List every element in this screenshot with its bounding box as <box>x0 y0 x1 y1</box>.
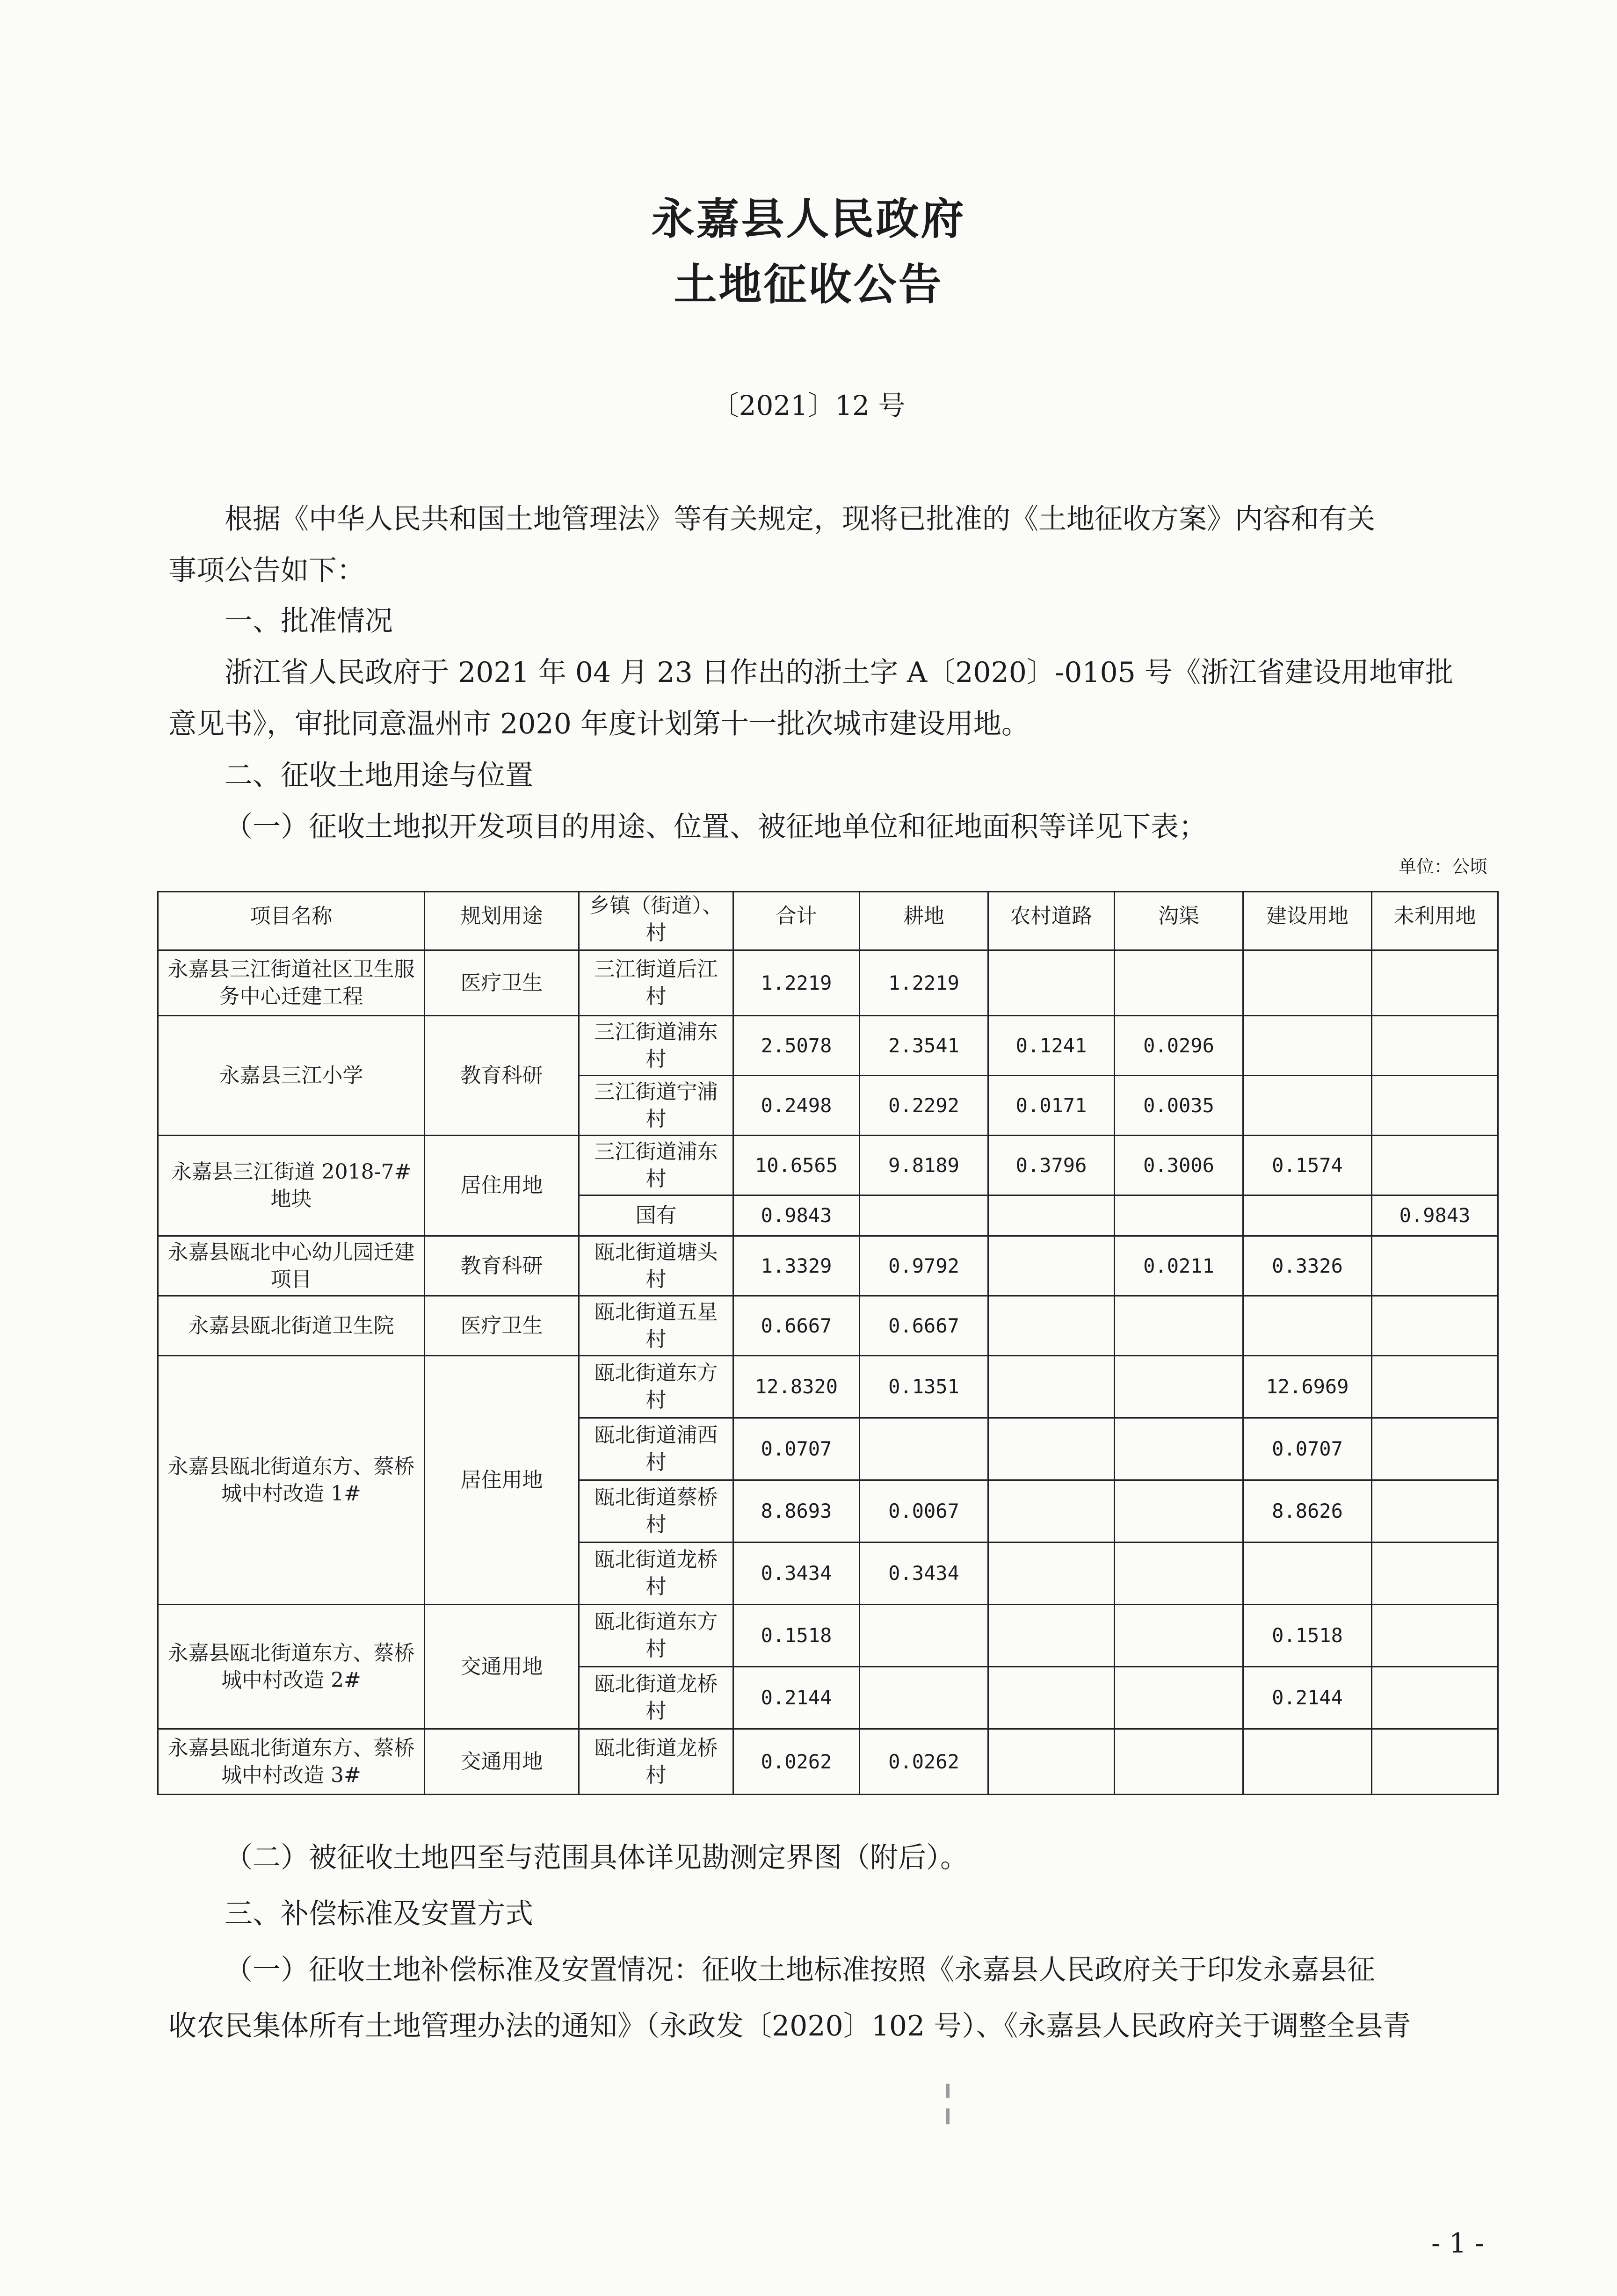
village-cell: 国有 <box>579 1195 733 1236</box>
total-cell: 0.6667 <box>733 1296 860 1356</box>
construction-land-cell: 0.3326 <box>1243 1236 1372 1296</box>
construction-land-cell: 0.0707 <box>1243 1418 1372 1480</box>
section-heading-compensation: 三、补偿标准及安置方式 <box>225 1898 533 1930</box>
ditch-cell <box>1115 1195 1243 1236</box>
unused-land-cell <box>1372 1543 1498 1605</box>
approval-paragraph-line-1: 浙江省人民政府于 2021 年 04 月 23 日作出的浙土字 A〔2020〕-0105 号《浙江省建设用地审批 <box>225 656 1453 689</box>
unused-land-cell <box>1372 1605 1498 1667</box>
farmland-cell: 0.9792 <box>860 1236 988 1296</box>
farmland-cell <box>860 1605 988 1667</box>
table-row <box>158 1356 1498 1418</box>
ditch-cell <box>1115 950 1243 1016</box>
ditch-cell <box>1115 1296 1243 1356</box>
unused-land-cell <box>1372 1236 1498 1296</box>
total-cell: 0.0262 <box>733 1729 860 1795</box>
unused-land-cell <box>1372 1480 1498 1543</box>
rural-road-cell <box>988 1605 1115 1667</box>
unused-land-cell <box>1372 1729 1498 1795</box>
village-cell: 瓯北街道龙桥村 <box>579 1543 733 1605</box>
total-cell: 12.8320 <box>733 1356 860 1418</box>
total-cell: 2.5078 <box>733 1016 860 1076</box>
village-cell: 三江街道浦东村 <box>579 1016 733 1076</box>
village-cell: 瓯北街道蔡桥村 <box>579 1480 733 1543</box>
total-cell: 0.2144 <box>733 1667 860 1729</box>
rural-road-cell <box>988 1667 1115 1729</box>
header-cell: 农村道路 <box>988 892 1115 950</box>
ditch-cell: 0.0211 <box>1115 1236 1243 1296</box>
village-cell: 瓯北街道东方村 <box>579 1605 733 1667</box>
rural-road-cell: 0.0171 <box>988 1076 1115 1136</box>
project-name-cell: 永嘉县瓯北中心幼儿园迁建项目 <box>158 1236 425 1296</box>
project-name-cell: 永嘉县三江街道社区卫生服务中心迁建工程 <box>158 950 425 1016</box>
total-cell: 1.2219 <box>733 950 860 1016</box>
village-cell: 三江街道浦东村 <box>579 1136 733 1195</box>
farmland-cell: 0.1351 <box>860 1356 988 1418</box>
total-cell: 0.2498 <box>733 1076 860 1136</box>
ditch-cell <box>1115 1543 1243 1605</box>
planned-use-cell: 医疗卫生 <box>425 950 579 1016</box>
title-line-1: 永嘉县人民政府 <box>651 194 966 244</box>
farmland-cell: 0.2292 <box>860 1076 988 1136</box>
planned-use-cell: 教育科研 <box>425 1236 579 1296</box>
header-cell: 项目名称 <box>158 892 425 950</box>
rural-road-cell <box>988 1729 1115 1795</box>
rural-road-cell <box>988 950 1115 1016</box>
compensation-paragraph-line-2: 收农民集体所有土地管理办法的通知》（永政发〔2020〕102 号）、《永嘉县人民政府关于调整全县青 <box>168 2010 1411 2042</box>
unused-land-cell <box>1372 1296 1498 1356</box>
farmland-cell: 2.3541 <box>860 1016 988 1076</box>
title-line-2: 土地征收公告 <box>674 259 943 310</box>
project-name-cell: 永嘉县瓯北街道卫生院 <box>158 1296 425 1356</box>
header-cell: 耕地 <box>860 892 988 950</box>
village-cell: 瓯北街道龙桥村 <box>579 1667 733 1729</box>
construction-land-cell: 0.1574 <box>1243 1136 1372 1195</box>
farmland-cell: 0.0067 <box>860 1480 988 1543</box>
village-cell: 三江街道宁浦村 <box>579 1076 733 1136</box>
rural-road-cell: 0.1241 <box>988 1016 1115 1076</box>
planned-use-cell: 教育科研 <box>425 1016 579 1136</box>
ditch-cell: 0.0035 <box>1115 1076 1243 1136</box>
rural-road-cell <box>988 1356 1115 1418</box>
compensation-paragraph-line-1: （一）征收土地补偿标准及安置情况：征收土地标准按照《永嘉县人民政府关于印发永嘉县征 <box>225 1954 1375 1986</box>
total-cell: 8.8693 <box>733 1480 860 1543</box>
village-cell: 瓯北街道塘头村 <box>579 1236 733 1296</box>
farmland-cell: 0.0262 <box>860 1729 988 1795</box>
construction-land-cell <box>1243 1296 1372 1356</box>
rural-road-cell <box>988 1418 1115 1480</box>
planned-use-cell: 居住用地 <box>425 1136 579 1236</box>
construction-land-cell <box>1243 1076 1372 1136</box>
farmland-cell <box>860 1195 988 1236</box>
document-number: 〔2021〕12 号 <box>711 390 906 421</box>
table-row <box>158 1605 1498 1667</box>
project-name-cell: 永嘉县三江小学 <box>158 1016 425 1136</box>
table-row <box>158 1236 1498 1296</box>
total-cell: 10.6565 <box>733 1136 860 1195</box>
table-row <box>158 1136 1498 1195</box>
planned-use-cell: 交通用地 <box>425 1605 579 1729</box>
ditch-cell <box>1115 1605 1243 1667</box>
land-requisition-table <box>157 891 1499 1795</box>
construction-land-cell <box>1243 1016 1372 1076</box>
construction-land-cell <box>1243 1195 1372 1236</box>
unused-land-cell <box>1372 950 1498 1016</box>
project-name-cell: 永嘉县瓯北街道东方、蔡桥城中村改造 2# <box>158 1605 425 1729</box>
village-cell: 瓯北街道龙桥村 <box>579 1729 733 1795</box>
subsection-table-intro: （一）征收土地拟开发项目的用途、位置、被征地单位和征地面积等详见下表； <box>225 811 1207 843</box>
approval-paragraph-line-2: 意见书》，审批同意温州市 2020 年度计划第十一批次城市建设用地。 <box>168 708 1030 740</box>
scan-mark <box>946 2084 950 2098</box>
project-name-cell: 永嘉县瓯北街道东方、蔡桥城中村改造 1# <box>158 1356 425 1605</box>
unused-land-cell <box>1372 1076 1498 1136</box>
farmland-cell <box>860 1667 988 1729</box>
total-cell: 0.0707 <box>733 1418 860 1480</box>
header-cell: 建设用地 <box>1243 892 1372 950</box>
farmland-cell: 0.3434 <box>860 1543 988 1605</box>
table-row <box>158 1729 1498 1795</box>
header-cell: 沟渠 <box>1115 892 1243 950</box>
village-cell: 三江街道后江村 <box>579 950 733 1016</box>
ditch-cell <box>1115 1667 1243 1729</box>
farmland-cell: 9.8189 <box>860 1136 988 1195</box>
rural-road-cell <box>988 1543 1115 1605</box>
total-cell: 0.1518 <box>733 1605 860 1667</box>
ditch-cell <box>1115 1729 1243 1795</box>
construction-land-cell <box>1243 1729 1372 1795</box>
table-row <box>158 950 1498 1016</box>
header-cell: 未利用地 <box>1372 892 1498 950</box>
total-cell: 0.3434 <box>733 1543 860 1605</box>
ditch-cell <box>1115 1480 1243 1543</box>
intro-paragraph-line-1: 根据《中华人民共和国土地管理法》等有关规定，现将已批准的《土地征收方案》内容和有关 <box>225 503 1375 536</box>
unused-land-cell: 0.9843 <box>1372 1195 1498 1236</box>
construction-land-cell: 0.1518 <box>1243 1605 1372 1667</box>
planned-use-cell: 交通用地 <box>425 1729 579 1795</box>
unit-label: 单位：公顷 <box>1399 856 1488 877</box>
unused-land-cell <box>1372 1418 1498 1480</box>
header-cell: 规划用途 <box>425 892 579 950</box>
unused-land-cell <box>1372 1667 1498 1729</box>
rural-road-cell <box>988 1195 1115 1236</box>
rural-road-cell: 0.3796 <box>988 1136 1115 1195</box>
ditch-cell: 0.0296 <box>1115 1016 1243 1076</box>
planned-use-cell: 居住用地 <box>425 1356 579 1605</box>
header-cell: 乡镇（街道）、村 <box>579 892 733 950</box>
ditch-cell: 0.3006 <box>1115 1136 1243 1195</box>
project-name-cell: 永嘉县三江街道 2018-7#地块 <box>158 1136 425 1236</box>
rural-road-cell <box>988 1236 1115 1296</box>
village-cell: 瓯北街道五星村 <box>579 1296 733 1356</box>
unused-land-cell <box>1372 1356 1498 1418</box>
village-cell: 瓯北街道浦西村 <box>579 1418 733 1480</box>
construction-land-cell: 12.6969 <box>1243 1356 1372 1418</box>
planned-use-cell: 医疗卫生 <box>425 1296 579 1356</box>
construction-land-cell: 0.2144 <box>1243 1667 1372 1729</box>
farmland-cell <box>860 1418 988 1480</box>
total-cell: 1.3329 <box>733 1236 860 1296</box>
section-heading-land-use: 二、征收土地用途与位置 <box>225 759 533 792</box>
village-cell: 瓯北街道东方村 <box>579 1356 733 1418</box>
farmland-cell: 0.6667 <box>860 1296 988 1356</box>
ditch-cell <box>1115 1356 1243 1418</box>
construction-land-cell <box>1243 1543 1372 1605</box>
construction-land-cell <box>1243 950 1372 1016</box>
table-row <box>158 1296 1498 1356</box>
table-header-row <box>158 892 1498 950</box>
ditch-cell <box>1115 1418 1243 1480</box>
project-name-cell: 永嘉县瓯北街道东方、蔡桥城中村改造 3# <box>158 1729 425 1795</box>
rural-road-cell <box>988 1296 1115 1356</box>
page-number: - 1 - <box>1431 2227 1484 2259</box>
section-heading-approval: 一、批准情况 <box>225 605 393 637</box>
rural-road-cell <box>988 1480 1115 1543</box>
farmland-cell: 1.2219 <box>860 950 988 1016</box>
intro-paragraph-line-2: 事项公告如下： <box>168 554 365 587</box>
table-row <box>158 1016 1498 1076</box>
total-cell: 0.9843 <box>733 1195 860 1236</box>
unused-land-cell <box>1372 1016 1498 1076</box>
scan-mark <box>946 2108 950 2124</box>
header-cell: 合计 <box>733 892 860 950</box>
construction-land-cell: 8.8626 <box>1243 1480 1372 1543</box>
boundary-paragraph: （二）被征收土地四至与范围具体详见勘测定界图（附后）。 <box>225 1841 968 1874</box>
unused-land-cell <box>1372 1136 1498 1195</box>
